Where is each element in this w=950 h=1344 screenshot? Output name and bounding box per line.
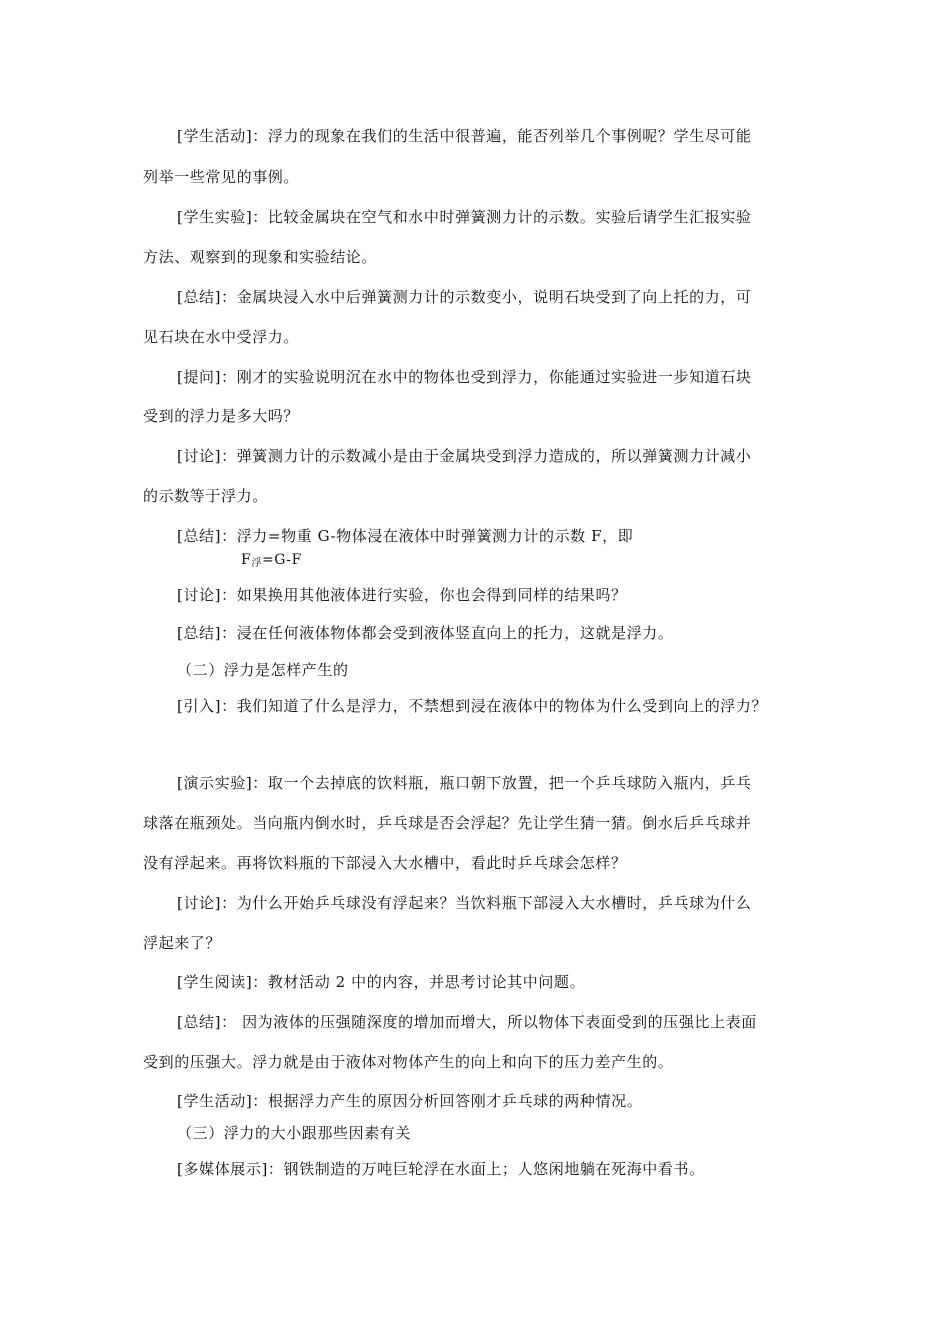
buoyancy-formula bbox=[241, 550, 302, 572]
paragraph-line: 没有浮起来。再将饮料瓶的下部浸入大水槽中，看此时乒乓球会怎样？ bbox=[143, 854, 627, 872]
formula-subscript: 浮 bbox=[251, 558, 262, 569]
paragraph-line: [学生阅读]：教材活动 2 中的内容，并思考讨论其中问题。 bbox=[177, 973, 586, 991]
paragraph-line: 方法、观察到的现象和实验结论。 bbox=[143, 248, 378, 266]
paragraph-line: [总结]： 因为液体的压强随深度的增加而增大，所以物体下表面受到的压强比上表面 bbox=[177, 1013, 757, 1031]
paragraph-line: 球落在瓶颈处。当向瓶内倒水时，乒乓球是否会浮起？先让学生猜一猜。倒水后乒乓球并 bbox=[143, 814, 752, 832]
paragraph-line: 的示数等于浮力。 bbox=[143, 487, 268, 505]
paragraph-line: 见石块在水中受浮力。 bbox=[143, 328, 300, 346]
paragraph-line: [引入]：我们知道了什么是浮力，不禁想到浸在液体中的物体为什么受到向上的浮力？ bbox=[177, 697, 768, 715]
paragraph-line: [讨论]：如果换用其他液体进行实验，你也会得到同样的结果吗？ bbox=[177, 586, 627, 604]
formula-rhs: =G-F bbox=[261, 552, 302, 568]
paragraph-line: [学生实验]：比较金属块在空气和水中时弹簧测力计的示数。实验后请学生汇报实验 bbox=[177, 208, 752, 226]
paragraph-line: [演示实验]：取一个去掉底的饮料瓶，瓶口朝下放置，把一个乒乓球防入瓶内，乒乓 bbox=[177, 774, 752, 792]
paragraph-line: [学生活动]：浮力的现象在我们的生活中很普遍，能否列举几个事例呢？学生尽可能 bbox=[177, 127, 752, 145]
paragraph-line: 列举一些常见的事例。 bbox=[143, 168, 300, 186]
paragraph-line: [提问]：刚才的实验说明沉在水中的物体也受到浮力，你能通过实验进一步知道石块 bbox=[177, 368, 752, 386]
section-heading: （二）浮力是怎样产生的 bbox=[177, 661, 349, 679]
section-heading: （三）浮力的大小跟那些因素有关 bbox=[177, 1124, 412, 1142]
paragraph-line: [讨论]：为什么开始乒乓球没有浮起来？当饮料瓶下部浸入大水槽时，乒乓球为什么 bbox=[177, 894, 752, 912]
paragraph-line: [讨论]：弹簧测力计的示数减小是由于金属块受到浮力造成的，所以弹簧测力计减小 bbox=[177, 447, 752, 465]
paragraph-line: [总结]：浸在任何液体物体都会受到液体竖直向上的托力，这就是浮力。 bbox=[177, 624, 674, 642]
paragraph-line: [学生活动]：根据浮力产生的原因分析回答刚才乒乓球的两种情况。 bbox=[177, 1092, 643, 1110]
paragraph-line: [总结]：金属块浸入水中后弹簧测力计的示数变小，说明石块受到了向上托的力，可 bbox=[177, 288, 752, 306]
paragraph-line: 浮起来了？ bbox=[143, 934, 222, 952]
paragraph-line: 受到的压强大。浮力就是由于液体对物体产生的向上和向下的压力差产生的。 bbox=[143, 1053, 674, 1071]
paragraph-line: [总结]：浮力=物重 G-物体浸在液体中时弹簧测力计的示数 F，即 bbox=[177, 527, 634, 545]
paragraph-line: 受到的浮力是多大吗？ bbox=[143, 407, 300, 425]
paragraph-line: [多媒体展示]：钢铁制造的万吨巨轮浮在水面上；人悠闲地躺在死海中看书。 bbox=[177, 1160, 705, 1178]
formula-symbol: F bbox=[241, 552, 252, 568]
